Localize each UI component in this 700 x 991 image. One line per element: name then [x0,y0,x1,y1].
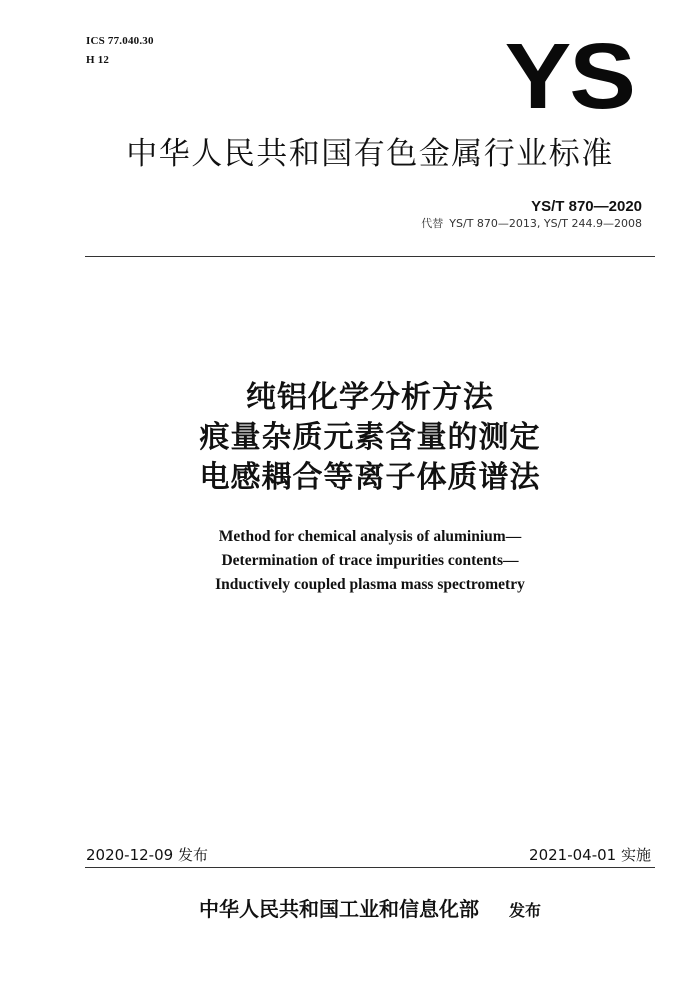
implementation-date: 2021-04-01 实施 [529,846,651,864]
top-divider [85,256,655,257]
ccs-code: H 12 [86,54,110,66]
chinese-title [0,378,700,498]
replaces-label: 代替 [421,217,444,230]
english-title [0,525,700,597]
english-title-line-3: Inductively coupled plasma mass spectrometry [215,576,525,593]
publisher-name: 中华人民共和国工业和信息化部 [198,897,479,921]
chinese-title-line-3: 电感耦合等离子体质谱法 [199,460,541,495]
publisher-line [0,895,700,925]
bottom-divider [85,867,655,868]
issue-date: 2020-12-09 发布 [86,846,208,864]
standard-number: YS/T 870—2020 [531,198,642,215]
ys-logo: YS [504,24,634,129]
chinese-title-line-1: 纯铝化学分析方法 [246,380,494,415]
publisher-action: 发布 [508,901,541,920]
replaces-line [421,217,642,231]
standard-category-title: 中华人民共和国有色金属行业标准 [126,136,614,172]
english-title-line-2: Determination of trace impurities contents— [221,552,519,569]
replaces-value: YS/T 870—2013, YS/T 244.9—2008 [449,217,642,230]
english-title-line-1: Method for chemical analysis of aluminium— [218,528,522,545]
ics-code: ICS 77.040.30 [86,35,154,47]
chinese-title-line-2: 痕量杂质元素含量的测定 [199,420,541,455]
